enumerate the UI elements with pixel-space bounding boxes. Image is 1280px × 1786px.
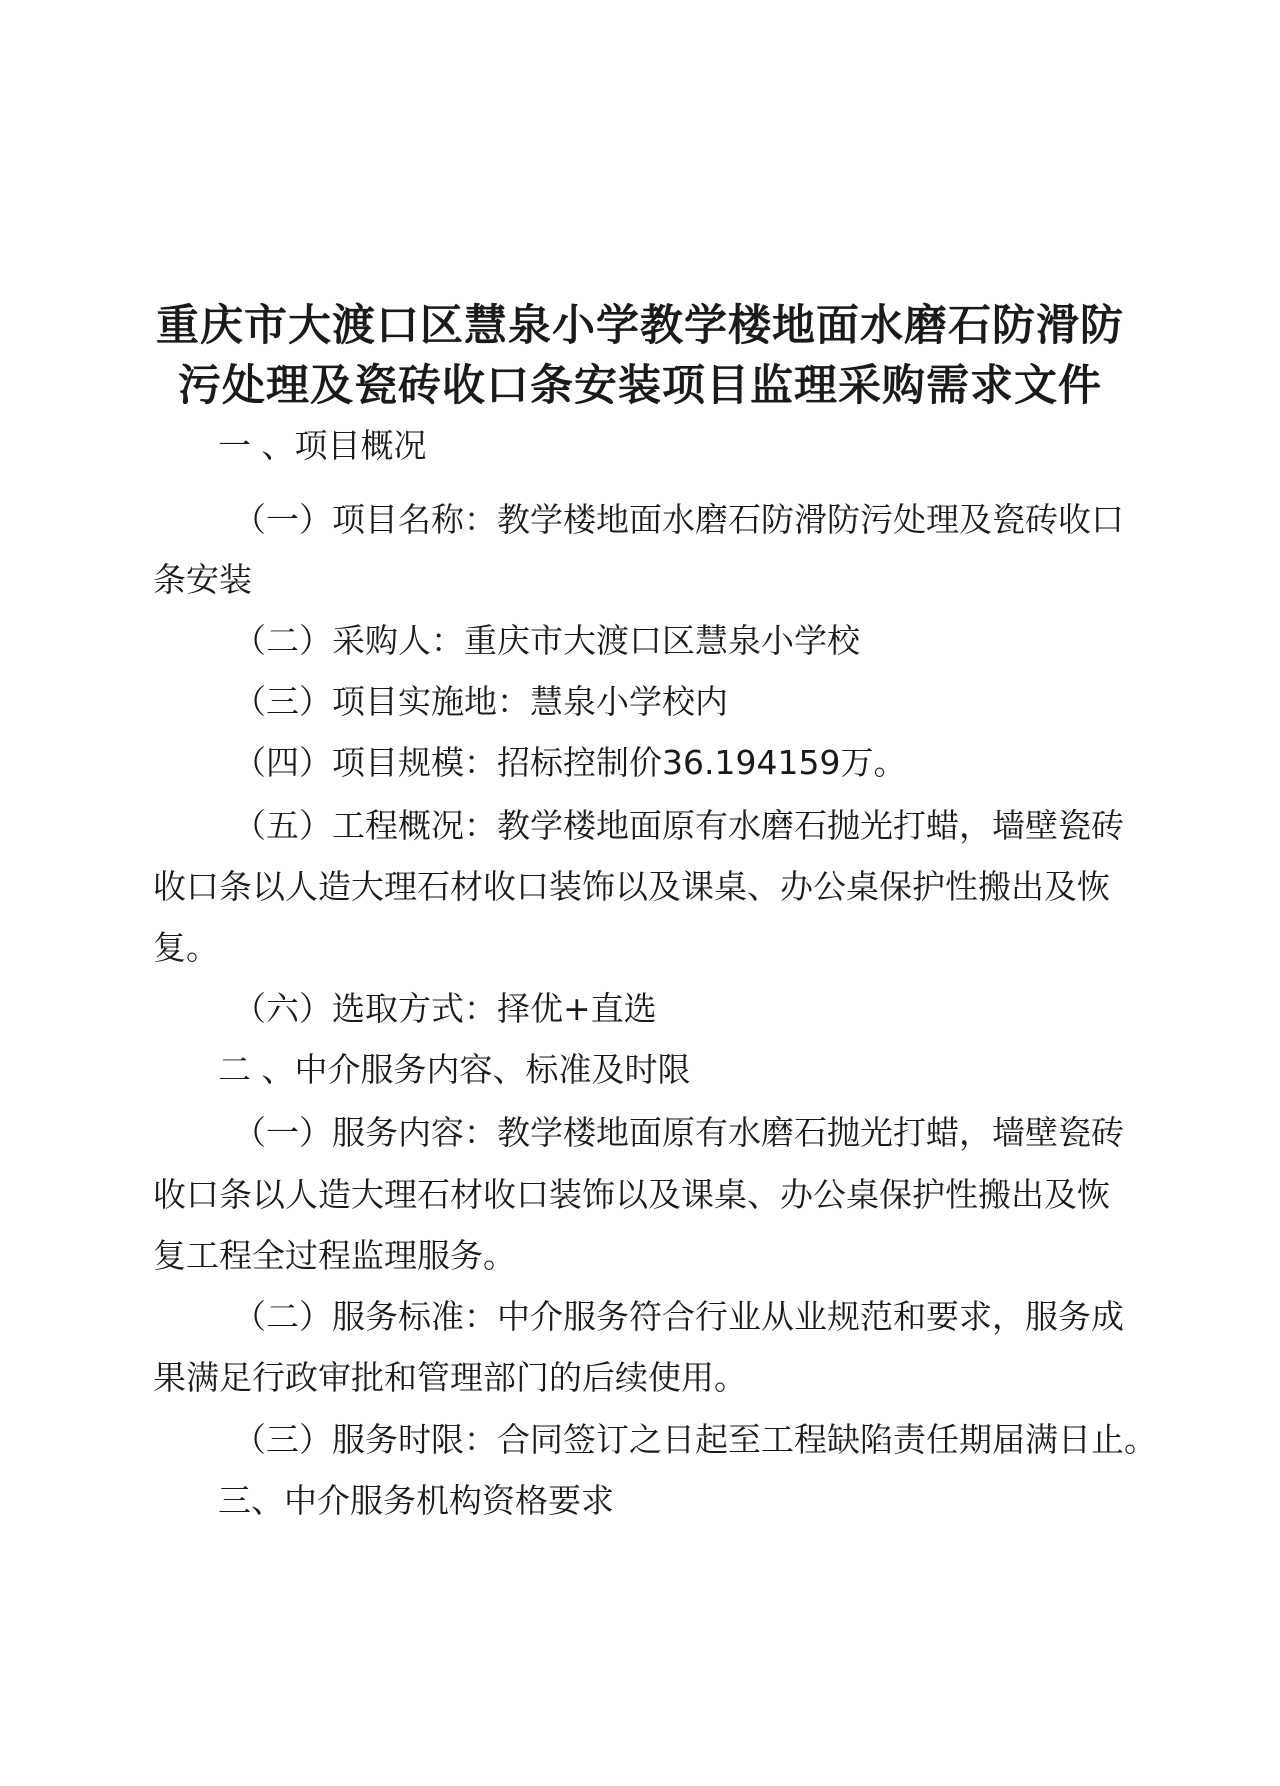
section-2-item-2-line-2: 果满足行政审批和管理部门的后续使用。 [153, 1358, 747, 1397]
section-2-item-1-line-2: 收口条以人造大理石材收口装饰以及课桌、办公桌保护性搬出及恢 [153, 1175, 1110, 1214]
section-1-item-5-line-3: 复。 [153, 928, 219, 967]
section-2-item-2-line-1: （二）服务标准：中介服务符合行业从业规范和要求，服务成 [233, 1297, 1124, 1336]
section-1-item-3: （三）项目实施地：慧泉小学校内 [233, 682, 728, 721]
section-1-item-1-line-1: （一）项目名称：教学楼地面水磨石防滑防污处理及瓷砖收口 [233, 500, 1124, 539]
section-2-item-1-line-1: （一）服务内容：教学楼地面原有水磨石抛光打蜡，墙壁瓷砖 [233, 1113, 1124, 1152]
document-title-line-1: 重庆市大渡口区慧泉小学教学楼地面水磨石防滑防 [156, 301, 1124, 351]
section-1-item-2: （二）采购人：重庆市大渡口区慧泉小学校 [233, 621, 860, 660]
section-1-item-1-line-2: 条安装 [153, 560, 252, 599]
section-2-item-1-line-3: 复工程全过程监理服务。 [153, 1236, 516, 1275]
section-1-item-5-line-1: （五）工程概况：教学楼地面原有水磨石抛光打蜡，墙壁瓷砖 [233, 806, 1124, 845]
section-2-item-3: （三）服务时限：合同签订之日起至工程缺陷责任期届满日止。 [233, 1420, 1157, 1459]
section-2-heading: 二 、中介服务内容、标准及时限 [218, 1050, 691, 1089]
section-1-item-4: （四）项目规模：招标控制价36.194159万。 [233, 743, 907, 782]
section-3-heading: 三、中介服务机构资格要求 [218, 1481, 614, 1520]
section-1-item-6: （六）选取方式：择优+直选 [233, 989, 657, 1028]
section-1-heading: 一 、项目概况 [218, 426, 427, 465]
section-1-item-5-line-2: 收口条以人造大理石材收口装饰以及课桌、办公桌保护性搬出及恢 [153, 867, 1110, 906]
document-title-line-2: 污处理及瓷砖收口条安装项目监理采购需求文件 [178, 361, 1102, 411]
